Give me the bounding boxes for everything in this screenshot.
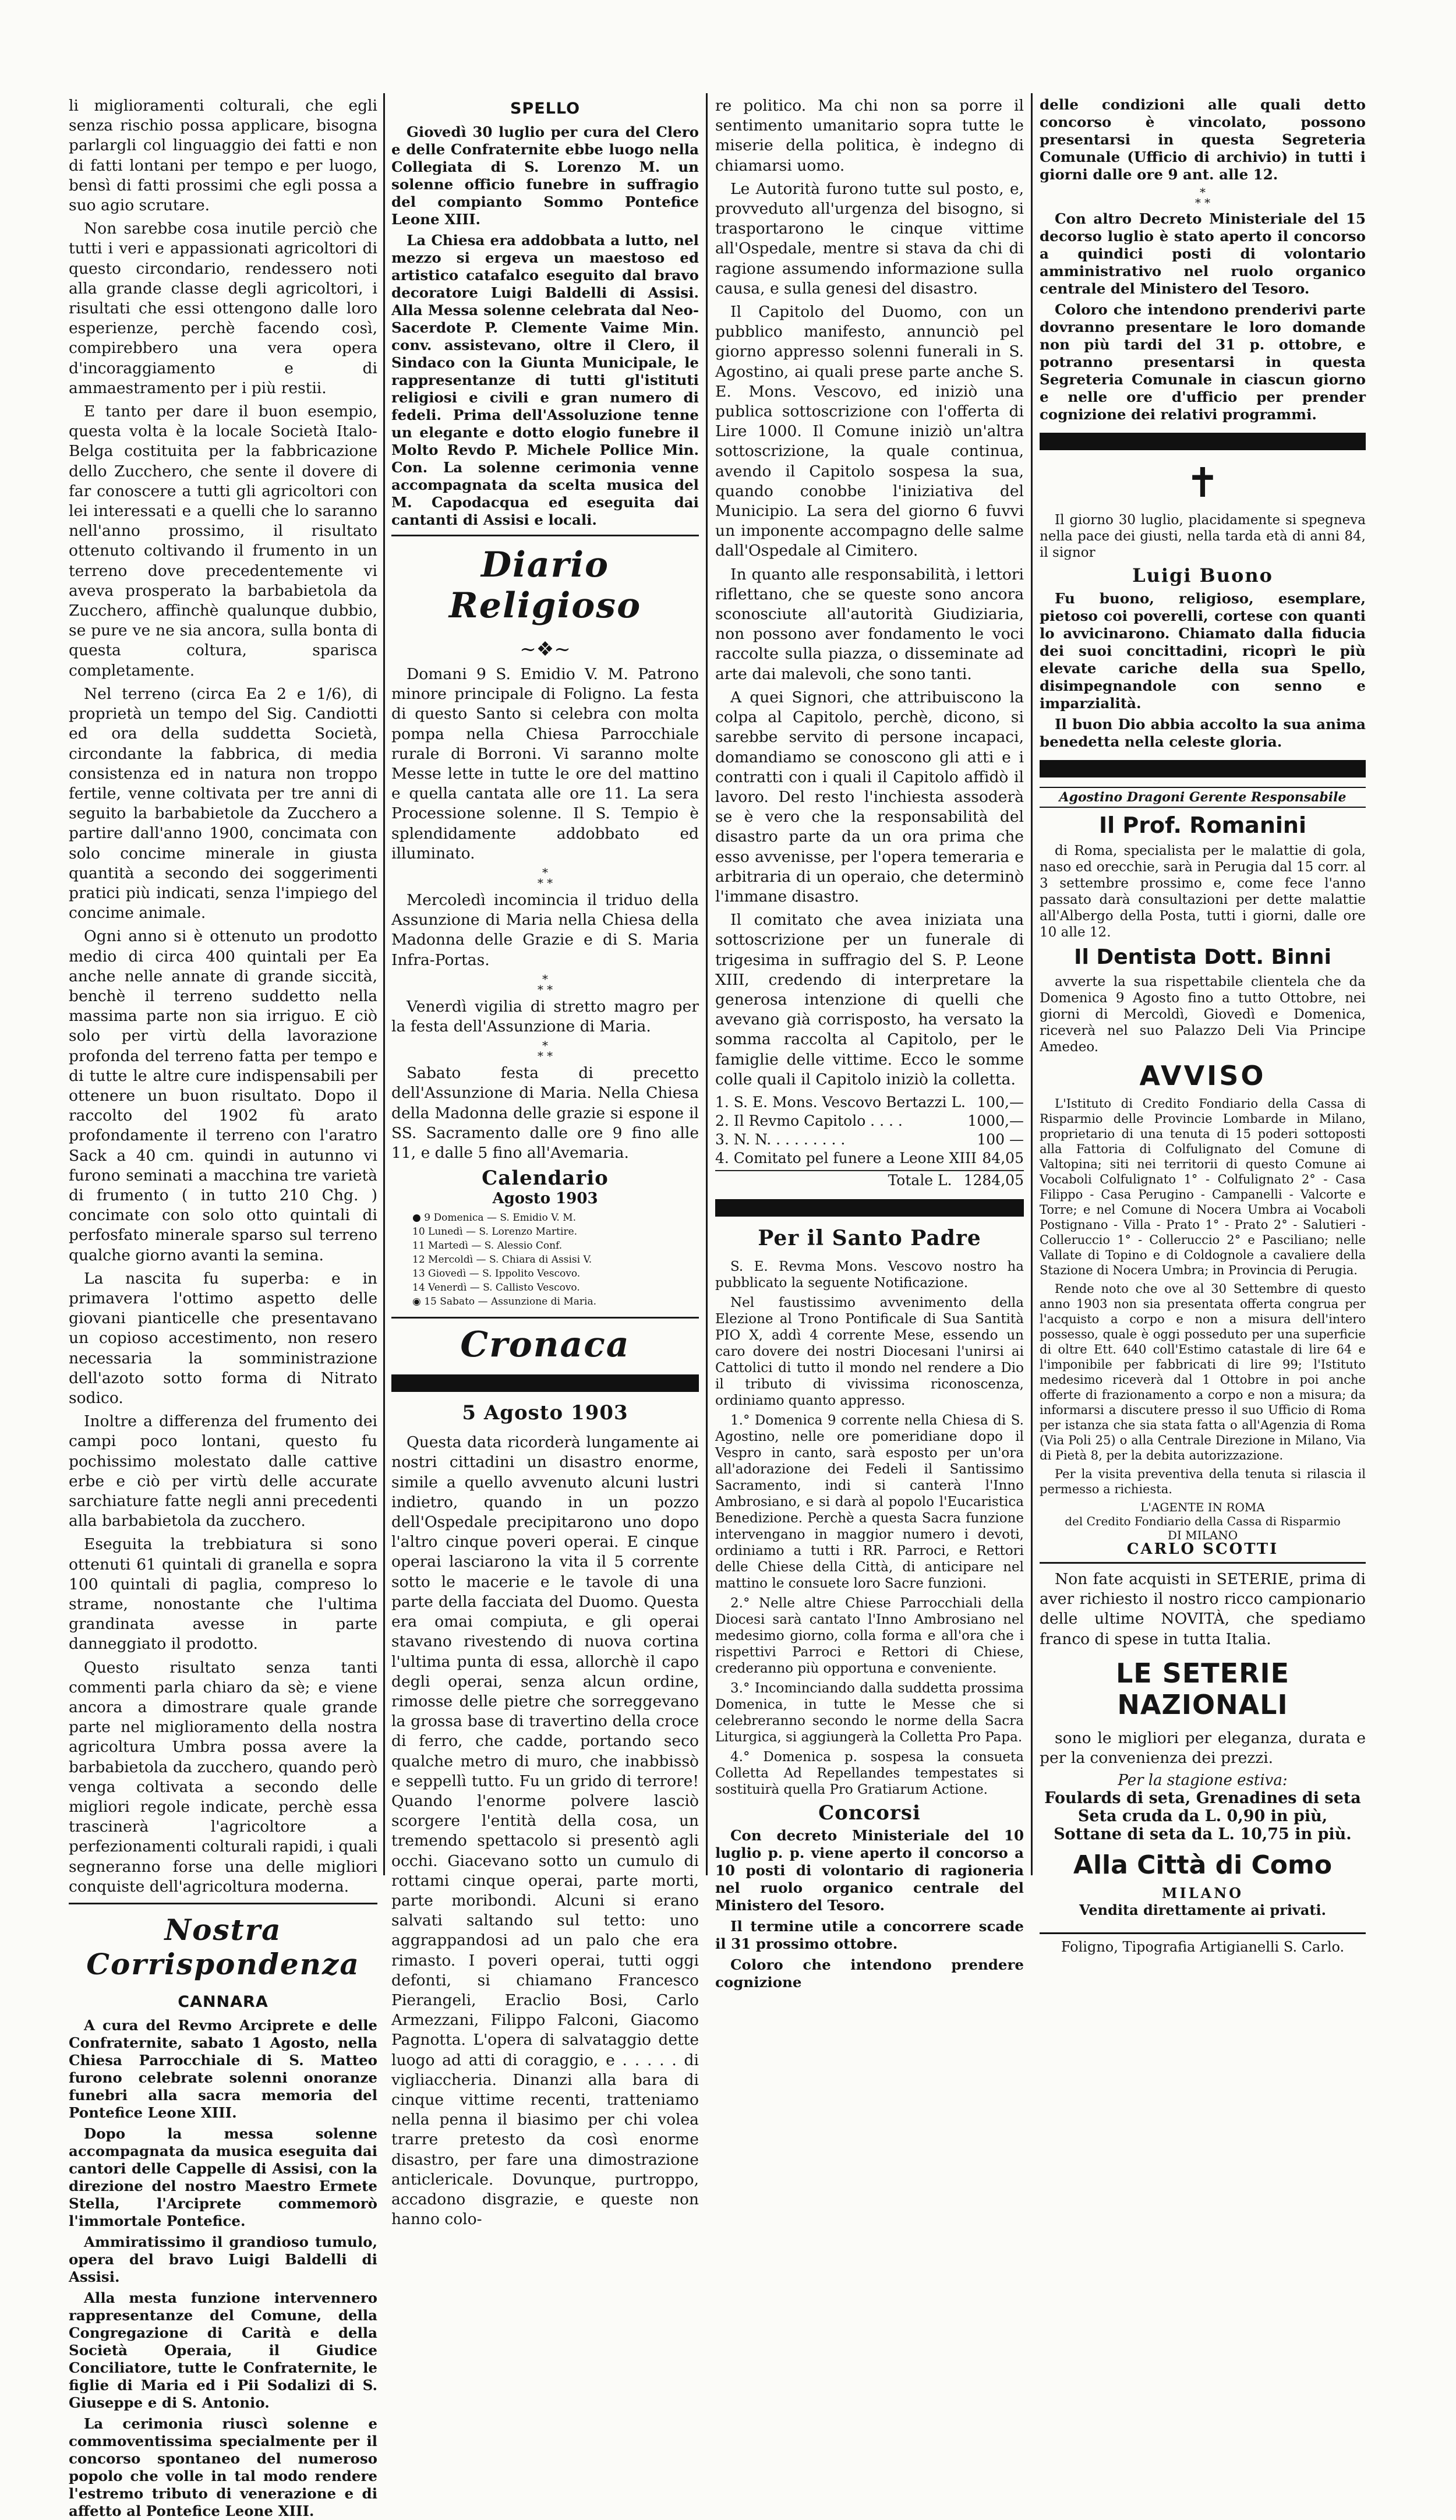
calendar-row: ◉ 15 Sabato — Assunzione di Maria. [412,1296,596,1308]
section-title-concorsi: Concorsi [818,1801,921,1825]
section-title-cronaca: Cronaca [460,1324,630,1366]
cross-icon: ✝ [1185,459,1220,507]
column-4 [1040,96,1366,1956]
ad-text: Per la visita preventiva della tenuta si rilascia il permesso a richiesta. [1040,1467,1366,1496]
signature-line: del Credito Fondiario della Cassa di Risparmio [1065,1514,1341,1528]
donation-row [715,1112,1024,1130]
donor-name: 4. Comitato pel funere a Leone XIII [715,1149,977,1167]
ad-line: Sottane di seta da L. 10,75 in più. [1054,1825,1352,1844]
column-3 [715,96,1024,1991]
asterism-icon: * * * [537,971,553,996]
ad-title-binni: Il Dentista Dott. Binni [1074,945,1331,969]
column-1 [69,96,377,2520]
article-paragraph: Coloro che intendono prendere cognizione [715,1956,1024,1991]
article-paragraph: 4.° Domenica p. sospesa la consueta Colletta Ad Repellandes tempestates si sostituirà quella Pro Gratiarum Actione. [715,1749,1024,1797]
section-title-corrispondenza: Nostra Corrispondenza [86,1913,360,1982]
article-paragraph: 3.° Incominciando dalla suddetta prossima Domenica, in tutte le Messe che si celebreranno secondo le norme della Sacra Liturgica, si aggiungerà la Colletta Pro Papa. [715,1680,1024,1745]
donor-name: 2. Il Revmo Capitolo . . . . [715,1112,903,1129]
calendar-row: ● 9 Domenica — S. Emidio V. M. [412,1212,577,1224]
signature-line: DI MILANO [1167,1528,1238,1542]
article-paragraph: A cura del Revmo Arciprete e delle Confraternite, sabato 1 Agosto, nella Chiesa Parrocchiale di S. Matteo furono celebrate solenni onoranze funebri alla sacra memoria del Pontefice Leone XIII. [69,2017,377,2122]
donation-row [715,1130,1024,1149]
article-paragraph: Questo risultato senza tanti commenti parla chiaro da sè; e viene ancora a dimostrare quale grande parte nel miglioramento della nostra agricoltura Umbra possa avere la barbabietola da zucchero, quando però venga coltivata a secondo delle migliori regole indicate, perchè essa trascinerà l'agricoltore a perfezionamenti colturali rapidi, i quali segneranno forse una delle migliori conquiste dell'agricoltura moderna. [69,1658,377,1896]
section-rule [391,535,699,536]
ad-title-como: Alla Città di Como [1073,1850,1333,1881]
article-paragraph: Dopo la messa solenne accompagnata da musica eseguita dai cantori delle Cappelle di Assisi, con la direzione del nostro Maestro Ermete Stella, l'Arciprete commemorò l'immortale Pontefice. [69,2125,377,2230]
obituary-name: Luigi Buono [1132,564,1273,586]
article-paragraph: Questa data ricorderà lungamente ai nostri cittadini un disastro enorme, simile a quello avvenuto alcuni lustri indietro, quando in un pozzo dell'Ospedale precipitarono uno dopo l'altro cinque poveri operai. E cinque operai lasciarono la vita il 5 corrente sotto le macerie e le tavole di una parte della facciata del Duomo. Questa era omai compiuta, e gli operai stavano rivestendo di nuova cortina l'ultima punta di essa, allorchè il capo degli operai, senza alcun ordine, rimosse delle pietre che sorreggevano la grossa base di travertino della croce di ferro, che cadde, portando seco qualche metro di muro, che inabbissò e seppellì tutto. Fu un grido di terrore! Quando l'enorme polvere lasciò scorgere l'entità della cosa, un tremendo spettacolo si presentò agli occhi. Giacevano sotto un cumulo di rottami cinque operai, parte morti, parte moribondi. Alcuni si erano salvati saltando sul tetto: uno aggrappandosi ad un palo che era rimasto. I poveri operai, tutti oggi defonti, si chiamano Francesco Pierangeli, Eraclio Bosi, Carlo Armezzani, Filippo Falconi, Giacomo Pagnotta. L'opera di salvataggio dette luogo ad atti di coraggio, e . . . . . di vigliaccheria. Dinanzi alla bara di cinque vittime recenti, tratteniamo nella penna il biasimo per chi volea trarre pretesto da così enorme disastro, per fare una dimostrazione anticlericale. Dovunque, purtroppo, accadono disgrazie, e queste non hanno colo- [391,1433,699,2229]
ad-text: di Roma, specialista per le malattie di gola, naso ed orecchie, sarà in Perugia dal 15 corr. al 3 settembre prossimo e, come fece l'anno passato darà consultazioni per dette malattie all'Albergo della Posta, tutti i giorni, dalle ore 10 alle 12. [1040,843,1366,940]
article-paragraph: La cerimonia riuscì solenne e commoventissima specialmente per il concorso spontaneo del numeroso popolo che volle in tal modo rendere l'estremo tributo di venerazione e di affetto al Pontefice Leone XIII. [69,2415,377,2520]
asterism-icon: * * * [537,1038,553,1063]
article-paragraph: Mercoledì incomincia il triduo della Assunzione di Maria nella Chiesa della Madonna delle Grazie e di S. Maria Infra-Portas. [391,891,699,969]
article-paragraph: La Chiesa era addobbata a lutto, nel mezzo si ergeva un maestoso ed artistico catafalco eseguito dal bravo decoratore Luigi Baldelli di Assisi. Alla Messa solenne celebrata dal Neo-Sacerdote P. Clemente Vaime Min. conv. assistevano, oltre il Clero, il Sindaco con la Giunta Municipale, le rappresentanze di tutti gl'istituti religiosi e civili e gran numero di fedeli. Prima dell'Assoluzione tenne un elegante e dotto elogio funebre il Molto Revdo P. Michele Pollice Min. Con. La solenne cerimonia venne accompagnata da scelta musica del M. Capodacqua ed eseguita dai cantanti di Assisi e locali. [391,232,699,528]
ad-text: L'Istituto di Credito Fondiario della Cassa di Risparmio delle Provincie Lombarde in Milano, proprietario di una tenuta di 15 poderi sottoposti alla Fattoria di Colfulignato del Comune di Valtopina; siti nei territorii di questo Comune ai Vocaboli Colfulignato 1° - Colfulignato 2° - Casa Filippo - Casa Perugino - Campanelli - Valcorte e Torre; e nel Comune di Nocera Umbra ai Vocaboli Postignano - Villa - Prato 1° - Prato 2° - Salutieri - Colleruccio 1° - Colleruccio 2° e Pasciliano; nelle Vallate di Topino e di Coldognole a cavaliere della Stazione di Nocera Umbra; in Provincia di Perugia. [1040,1097,1366,1277]
calendar-row: 12 Mercoldì — S. Chiara di Assisi V. [412,1254,592,1266]
article-paragraph: Coloro che intendono prenderivi parte dovranno presentare le loro domande non più tardi del 31 p. ottobre, e potranno presentarsi in questa Segreteria Comunale in ciascun giorno e nelle ore d'ufficio per prender cognizione dei relativi programmi. [1040,301,1366,423]
gerente-line: Agostino Dragoni Gerente Responsabile [1040,787,1366,808]
article-paragraph: Domani 9 S. Emidio V. M. Patrono minore principale di Foligno. La festa di questo Santo si celebra con molta pompa nella Chiesa Parrocchiale rurale di Borroni. Vi saranno molte Messe lette in tutte le ore del mattino e quella cantata alle ore 11. La sera Processione solenne. Il S. Tempio è splendidamente addobbato ed illuminato. [391,665,699,863]
ad-line: Seta cruda da L. 0,90 in più, [1077,1807,1328,1826]
calendar-subtitle: Agosto 1903 [492,1190,598,1208]
article-paragraph: Nel terreno (circa Ea 2 e 1/6), di proprietà un tempo del Sig. Candiotti ed ora della suddetta Società, circondante la fabbrica, di media consistenza ed in natura non troppo fertile, venne coltivata per tre anni di seguito la barbabietole da Zucchero a partire dall'anno 1900, concimata con solo concime minerale in giusta quantità a secondo dei soggerimenti pratici più indicati, senza l'impiego del concime animale. [69,684,377,923]
column-2 [391,96,699,2229]
article-paragraph: Con altro Decreto Ministeriale del 15 decorso luglio è stato aperto il concorso a quindici posti di volontario amministrativo nel ruolo organico centrale del Ministero del Tesoro. [1040,210,1366,297]
article-paragraph: 1.° Domenica 9 corrente nella Chiesa di S. Agostino, nelle ore pomeridiane dopo il Vespro in canto, sarà esposto per un'ora all'adorazione dei Fedeli il Santissimo Sacramento, indi si canterà l'Inno Ambrosiano, e si darà al popolo l'Eucaristica Benedizione. Perchè a questa Sacra funzione intervengano in maggior numero i devoti, ordiniamo a tutti i RR. Parroci, e Rettori delle Chiese della Città, di anticipare nel mattino le consuete loro Sacre funzioni. [715,1412,1024,1591]
black-bar [391,1374,699,1392]
article-paragraph: Alla mesta funzione intervennero rappresentanze del Comune, della Congregazione di Carità e della Società Operaia, il Giudice Conciliatore, tutte le Confraternite, le figlie di Maria ed i Pii Sodalizi di S. Giuseppe e di S. Antonio. [69,2289,377,2412]
donation-amount: 100 — [977,1130,1024,1148]
column-rule [1031,93,1033,1875]
article-paragraph: Con decreto Ministeriale del 10 luglio p. p. viene aperto il concorso a 10 posti di volontario di ragioneria nel ruolo organico centrale del Ministero del Tesoro. [715,1826,1024,1914]
calendar-title: Calendario [482,1167,609,1190]
article-paragraph: Venerdì vigilia di stretto magro per la festa dell'Assunzione di Maria. [391,997,699,1036]
calendar-row: 14 Venerdì — S. Callisto Vescovo. [412,1282,580,1294]
donation-total [715,1170,1024,1190]
calendar-row: 11 Martedì — S. Alessio Conf. [412,1240,563,1252]
column-rule [706,93,708,1875]
donation-amount: 1000,— [967,1112,1024,1129]
article-paragraph: A quei Signori, che attribuiscono la colpa al Capitolo, perchè, dicono, si sarebbe servito di persone incapaci, domandiamo se conoscono gli atti e i contratti con i quali il Capitolo affidò il lavoro. Del resto l'inchiesta assoderà se è vero che la responsabilità del disastro parte da un ora prima che esso avvenisse, per l'opera temeraria e arbitraria di un operaio, che determinò l'immane disastro. [715,688,1024,906]
ornament-icon: ~❖~ [520,638,571,661]
ad-title-romanini: Il Prof. Romanini [1099,812,1306,838]
article-paragraph: re politico. Ma chi non sa porre il sentimento umanitario sopra tutte le miserie della politica, è indegno di chiamarsi uomo. [715,97,1024,175]
article-paragraph: Il Capitolo del Duomo, con un pubblico manifesto, annunciò pel giorno appresso solenni funerali in S. Agostino, ai quali prese parte anche S. E. Mons. Vescovo, ed iniziò una publica sottoscrizione con l'offerta di Lire 1000. Il Comune iniziò un'altra sottoscrizione, la quale continua, avendo il Capitolo sospesa la sua, quando conobbe l'iniziativa del Municipio. La sera del giorno 6 fuvvi un imponente accompagno delle salme dall'Ospedale al Cimitero. [715,303,1024,560]
article-paragraph: Il comitato che avea iniziata una sottoscrizione per un funerale di trigesima in suffragio del S. P. Leone XIII, credendo di interpretare la generosa intenzione di quelli che avevano già corrisposto, ha versato la somma raccolta al Capitolo, per le famiglie delle vittime. Ecco le somme colle quali il Capitolo iniziò la colletta. [715,911,1024,1088]
article-paragraph: Non sarebbe cosa inutile perciò che tutti i veri e appassionati agricoltori di questo circondario, rendessero noti alla grande classe degli agricoltori, i risultati che essi ottengono dalle loro esperienze, perchè facendo così, compirebbero una vera opera d'incoraggiamento e di ammaestramento per i più restii. [69,220,377,397]
calendar-row: 10 Lunedì — S. Lorenzo Martire. [412,1226,578,1238]
article-paragraph: Eseguita la trebbiatura si sono ottenuti 61 quintali di granella e sopra 100 quintali di paglia, compreso lo strame, nonostante che l'ultima grandinata avesse in parte danneggiato il prodotto. [69,1535,377,1653]
section-rule [69,1903,377,1904]
asterism-icon: * * * [537,865,553,890]
article-paragraph: li miglioramenti colturali, che egli senza rischio possa applicare, bisogna parlargli col linguaggio dei fatti e non di fatti lontani per tempo e per luogo, bensì di fatti prossimi che egli possa a suo agio scrutare. [69,97,377,215]
black-bar [1040,433,1366,450]
article-paragraph: Giovedì 30 luglio per cura del Clero e delle Confraternite ebbe luogo nella Collegiata di S. Lorenzo M. un solenne officio funebre in suffragio del compianto Sommo Pontefice Leone XIII. [391,123,699,228]
article-paragraph: Inoltre a differenza del frumento dei campi poco lontani, questo fu pochissimo molestato dalle cattive erbe e ciò per virtù delle accurate sarchiature fatte negli anni precedenti alla barbabietola da zucchero. [69,1412,377,1531]
ad-line: Per la stagione estiva: [1118,1772,1288,1790]
printer-footer: Foligno, Tipografia Artigianelli S. Carlo. [1040,1932,1366,1955]
article-paragraph: Ogni anno si è ottenuto un prodotto medio di circa 400 quintali per Ea anche nelle annate di grande siccità, benchè il terreno suddetto nella massima parte non sia irriguo. E ciò solo per virtù della lavorazione profonda del terreno fatta per tempo e di tutte le altre cure indispensabili per ottenere un buon risultato. Dopo il raccolto del 1902 fù arato profondamente il terreno con l'aratro Sack a 40 cm. quindi in autunno vi furono seminati a macchina tre varietà di frumento ( in tutto 210 Chg. ) concimate con solo otto quintali di perfosfato minerale sparso sul terreno qualche giorno avanti la semina. [69,927,377,1264]
ad-text: sono le migliori per eleganza, durata e per la convenienza dei prezzi. [1040,1729,1366,1768]
donor-name: 1. S. E. Mons. Vescovo Bertazzi L. [715,1093,966,1111]
article-paragraph: Ammiratissimo il grandioso tumulo, opera del bravo Luigi Baldelli di Assisi. [69,2233,377,2286]
article-paragraph: Il termine utile a concorrere scade il 31 prossimo ottobre. [715,1917,1024,1952]
obituary-text: Fu buono, religioso, esemplare, pietoso coi poverelli, cortese con quanti lo avvicinarono. Chiamato dalla fiducia dei suoi concittadini, ricoprì le più elevate cariche della sua Spello, disimpegnandole con senno e imparzialità. [1040,590,1366,712]
donation-row [715,1093,1024,1112]
asterism-icon: * * * [1195,185,1211,210]
town-heading: CANNARA [178,1993,268,2012]
article-paragraph: S. E. Revma Mons. Vescovo nostro ha pubblicato la seguente Notificazione. [715,1259,1024,1291]
section-title-diario: Diario Religioso [448,545,642,626]
article-paragraph: 2.° Nelle altre Chiese Parrocchiali della Diocesi sarà cantato l'Inno Ambrosiano nel medesimo giorno, colla forma e all'ora che i rispettivi Parroci e Rettori di Chiese, crederanno più opportuna e conveniente. [715,1595,1024,1676]
ad-text: avverte la sua rispettabile clientela che da Domenica 9 Agosto fino a tutto Ottobre, nei giorni di Mercoldì, Giovedì e Domenica, riceverà nel suo Palazzo Deli Via Principe Amedeo. [1040,974,1366,1055]
ad-title-avviso: AVVISO [1139,1060,1266,1091]
ad-city: MILANO [1161,1885,1244,1902]
total-value: 1284,05 [963,1171,1024,1189]
column-rule [383,93,385,1875]
article-paragraph: Sabato festa di precetto dell'Assunzione di Maria. Nella Chiesa della Madonna delle grazie si espone il SS. Sacramento dalle ore 9 fino alle 11, e dalle 5 fino all'Avemaria. [391,1064,699,1162]
black-bar [715,1199,1024,1217]
article-paragraph: Nel faustissimo avvenimento della Elezione al Trono Pontificale di Sua Santità PIO X, addì 4 corrente Mese, essendo un caro dovere dei nostri Diocesani l'unirsi ai Cattolici di tutto il mondo nel rendere a Dio il tributo di vivissima riconoscenza, ordiniamo quanto appresso. [715,1295,1024,1408]
signature-line: L'AGENTE IN ROMA [1140,1500,1265,1514]
donor-name: 3. N. N. . . . . . . . . [715,1130,846,1148]
total-label: Totale L. [888,1171,952,1189]
section-rule [1040,1562,1366,1564]
article-paragraph: Le Autorità furono tutte sul posto, e, provveduto all'urgenza del bisogno, si trasportarono le cinque vittime all'Ospedale, mentre si stava da chi di ragione assumendo informazione sulla causa, e sulla genesi del disastro. [715,179,1024,298]
donation-amount: 84,05 [982,1149,1024,1167]
ad-text: Rende noto che ove al 30 Settembre di questo anno 1903 non sia presentata offerta congrua per l'acquisto a corpo e non a misura dell'intero possesso, quale è oggi posseduto per una superficie di oltre Ett. 640 coll'Estimo catastale di lire 64 e l'imponibile per fabbricati di lire 99; l'Istituto medesimo riceverà dal 1 Ottobre in poi anche offerte di frazionamento a corpo e non a misura; da informarsi a discutere presso il suo Ufficio di Roma per istanza che sia stata fatta o all'Agenzia di Roma (Via Poli 25) o alla Centrale Direzione in Milano, Via di Pietà 8, per la debita autorizzazione. [1040,1282,1366,1462]
donation-row [715,1149,1024,1168]
article-paragraph: La nascita fu superba: e in primavera l'ottimo aspetto delle giovani pianticelle che presentavano un copioso accestimento, non resero necessaria la somministrazione dell'azoto sotto forma di Nitrato sodico. [69,1269,377,1407]
obituary-text: Il giorno 30 luglio, placidamente si spegneva nella pace dei giusti, nella tarda età di anni 84, il signor [1040,513,1366,560]
ad-text: Non fate acquisti in SETERIE, prima di aver richiesto il nostro ricco campionario delle ultime NOVITÀ, che spediamo franco di spese in tutta Italia. [1040,1570,1366,1648]
ad-title-seterie: LE SETERIE NAZIONALI [1115,1657,1290,1720]
calendar-row: 13 Giovedì — S. Ippolito Vescovo. [412,1268,581,1280]
ad-line: Foulards di seta, Grenadines di seta [1044,1789,1361,1808]
article-paragraph: In quanto alle responsabilità, i lettori riflettano, che se queste sono ancora sconosciute all'autorità Giudiziaria, non possono aver fondamento le voci raccolte sulla piazza, o disseminate ad arte dai malevoli, che sono tanti. [715,565,1024,683]
donation-amount: 100,— [977,1093,1024,1111]
obituary-text: Il buon Dio abbia accolto la sua anima benedetta nella celeste gloria. [1040,716,1366,750]
black-bar [1040,760,1366,777]
article-paragraph: E tanto per dare il buon esempio, questa volta è la locale Società Italo-Belga costituita per la fabbricazione dello Zucchero, che sente il dovere di far conoscere a tutti gli agricoltori con lei interessati e a quelli che lo saranno nell'anno prossimo, il risultato ottenuto coltivando il frumento in un terreno dove precedentemente vi aveva prosperato la barbabietola da Zucchero, affinchè qualunque dubbio, se pure ve ne sia ancora, sulla bonta di questa coltura, sparisca completamente. [69,402,377,680]
town-heading: SPELLO [510,100,581,118]
section-rule [391,1317,699,1319]
article-paragraph: delle condizioni alle quali detto concorso è vincolato, possono presentarsi in questa Segreteria Comunale (Ufficio di archivio) in tutti i giorni dalle ore 9 ant. alle 12. [1040,96,1366,183]
section-title-santo-padre: Per il Santo Padre [758,1225,981,1250]
date-heading: 5 Agosto 1903 [462,1401,628,1425]
signature-name: CARLO SCOTTI [1126,1540,1279,1558]
ad-line: Vendita direttamente ai privati. [1079,1902,1326,1919]
